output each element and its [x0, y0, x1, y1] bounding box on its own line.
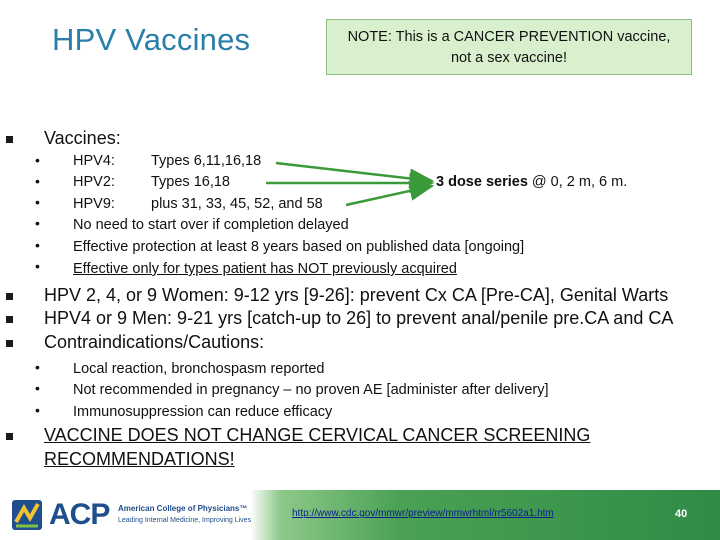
bullet-dot-icon: •: [35, 152, 40, 168]
vaccine-item: HPV9:: [73, 196, 115, 212]
acp-logo-name: American College of Physicians™: [118, 504, 248, 513]
arrow-hpv9: [346, 186, 432, 205]
vaccine-types: plus 31, 33, 45, 52, and 58: [151, 196, 323, 212]
vaccines-heading: Vaccines:: [44, 128, 121, 148]
page-number: 40: [675, 508, 688, 520]
bullet-dot-icon: •: [35, 215, 40, 231]
bullet-square-icon: [6, 433, 13, 440]
bullet-square-icon: [6, 293, 13, 300]
bullet-dot-icon: •: [35, 402, 40, 418]
bullet-square-icon: [6, 340, 13, 347]
main-bullet: Contraindications/Cautions:: [44, 332, 265, 352]
dose-series-bold: 3 dose series: [436, 174, 528, 190]
note-line-2: not a sex vaccine!: [450, 50, 568, 66]
bullet-dot-icon: •: [35, 359, 40, 375]
arrow-hpv4: [276, 163, 432, 181]
vaccine-types: Types 6,11,16,18: [151, 153, 262, 169]
vaccine-item: HPV2:: [73, 174, 115, 190]
vaccine-item: No need to start over if completion delayed: [73, 217, 349, 233]
contraindication-item: Local reaction, bronchospasm reported: [73, 361, 325, 377]
main-bullet: HPV 2, 4, or 9 Women: 9-12 yrs [9-26]: prevent Cx CA [Pre-CA], Genital Warts: [44, 285, 669, 305]
note-line-1: NOTE: This is a CANCER PREVENTION vaccine,: [347, 29, 671, 45]
bullet-square-icon: [6, 316, 13, 323]
screening-note-line-2: RECOMMENDATIONS!: [44, 449, 235, 469]
contraindication-item: Immunosuppression can reduce efficacy: [73, 404, 333, 420]
slide-title: HPV Vaccines: [52, 22, 251, 57]
bullet-dot-icon: •: [35, 173, 40, 189]
vaccine-item: Effective only for types patient has NOT previously acquired: [73, 261, 457, 277]
cdc-reference-link[interactable]: http://www.cdc.gov/mmwr/preview/mmwrhtml/rr5602a1.htm: [292, 508, 554, 519]
acp-logo-icon: [10, 498, 46, 532]
acp-logo-letters: ACP: [49, 498, 110, 531]
bullet-dot-icon: •: [35, 380, 40, 396]
bullet-dot-icon: •: [35, 258, 40, 274]
main-bullet: HPV4 or 9 Men: 9-21 yrs [catch-up to 26] to prevent anal/penile pre.CA and CA: [44, 308, 674, 328]
acp-logo-tagline: Leading Internal Medicine, Improving Lives: [118, 517, 252, 524]
bullet-dot-icon: •: [35, 194, 40, 210]
vaccine-types: Types 16,18: [151, 174, 230, 190]
vaccine-item: Effective protection at least 8 years based on published data [ongoing]: [73, 239, 525, 255]
contraindication-item: Not recommended in pregnancy – no proven AE [administer after delivery]: [73, 382, 549, 398]
screening-note-line-1: VACCINE DOES NOT CHANGE CERVICAL CANCER SCREENING: [44, 425, 591, 445]
vaccine-item: HPV4:: [73, 153, 115, 169]
dose-series-schedule: @ 0, 2 m, 6 m.: [527, 174, 628, 190]
bullet-dot-icon: •: [35, 237, 40, 253]
